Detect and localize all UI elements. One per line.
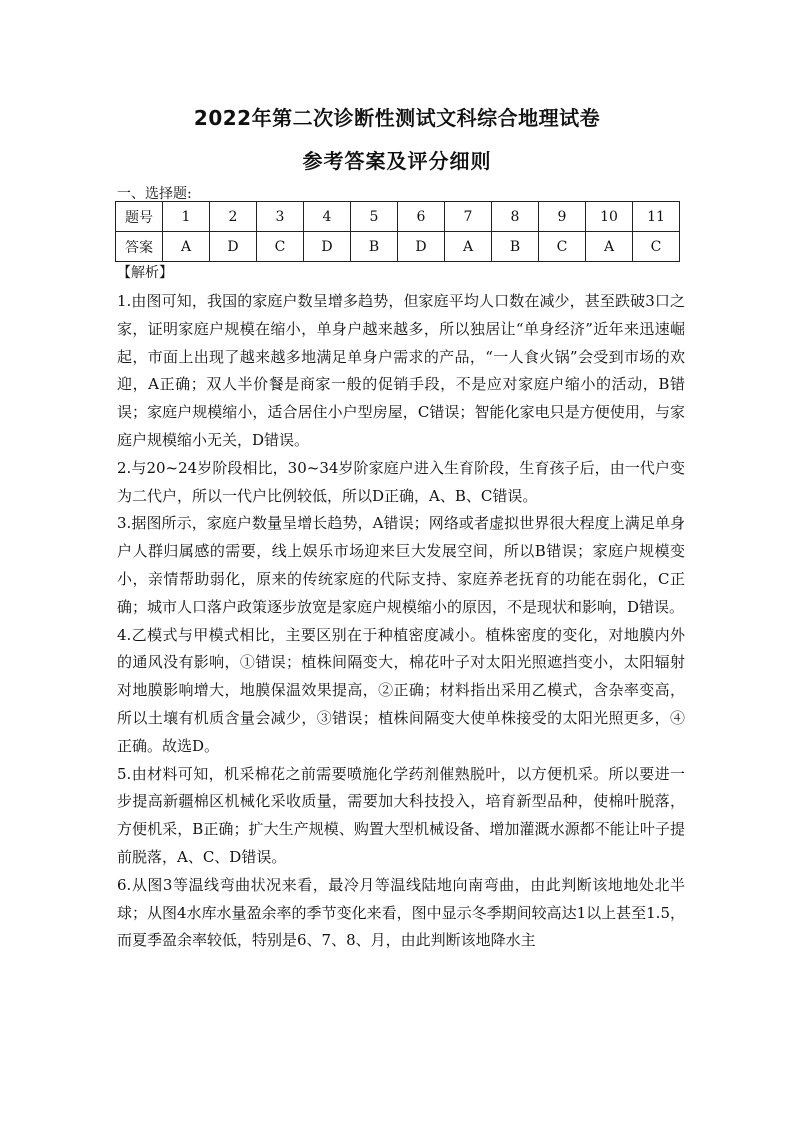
question-number: 8: [492, 202, 539, 232]
answer-cell: A: [163, 232, 210, 262]
analysis-paragraph: 5.由材料可知，机采棉花之前需要喷施化学药剂催熟脱叶，以方便机采。所以要进一步提高新疆棉区机械化采收质量，需要加大科技投入，培育新型品种，使棉叶脱落，方便机采，B正确；扩大生产规模、购置大型机械设备、增加灌溉水源都不能让叶子提前脱落，A、C、D错误。: [117, 764, 685, 866]
table-row-numbers: [116, 202, 680, 232]
question-number: 3: [257, 202, 304, 232]
question-number: 6: [398, 202, 445, 232]
answer-cell: D: [398, 232, 445, 262]
section-heading: 一、选择题:: [117, 186, 192, 202]
analysis-heading: 【解析】: [117, 265, 173, 281]
table-row-answers: [116, 232, 680, 262]
analysis-body: [117, 288, 685, 955]
answer-cell: A: [586, 232, 633, 262]
question-number: 7: [445, 202, 492, 232]
question-number: 5: [351, 202, 398, 232]
analysis-paragraph: 6.从图3等温线弯曲状况来看，最冷月等温线陆地向南弯曲，由此判断该地地处北半球；从图4水库水量盈余率的季节变化来看，图中显示冬季期间较高达1以上甚至1.5，而夏季盈余率较低，特别是6、7、8、月，由此判断该地降水主: [117, 875, 685, 950]
answer-cell: C: [633, 232, 680, 262]
answer-cell: A: [445, 232, 492, 262]
answer-table: [115, 201, 680, 262]
row-label-answer: 答案: [116, 232, 163, 262]
page-title: 2022年第二次诊断性测试文科综合地理试卷: [193, 106, 601, 130]
answer-cell: C: [257, 232, 304, 262]
analysis-paragraph: 3.据图所示，家庭户数量呈增长趋势，A错误；网络或者虚拟世界很大程度上满足单身户人群归属感的需要，线上娱乐市场迎来巨大发展空间，所以B错误；家庭户规模变小，亲情帮助弱化，原来的传统家庭的代际支持、家庭养老抚育的功能在弱化，C正确；城市人口落户政策逐步放宽是家庭户规模缩小的原因，不是现状和影响，D错误。: [117, 514, 685, 616]
question-number: 2: [210, 202, 257, 232]
question-number: 10: [586, 202, 633, 232]
answer-cell: D: [304, 232, 351, 262]
question-number: 4: [304, 202, 351, 232]
answer-cell: D: [210, 232, 257, 262]
page-subtitle: 参考答案及评分细则: [302, 149, 492, 173]
analysis-paragraph: 4.乙模式与甲模式相比，主要区别在于种植密度减小。植株密度的变化，对地膜内外的通风没有影响，①错误；植株间隔变大，棉花叶子对太阳光照遮挡变小，太阳辐射对地膜影响增大，地膜保温效果提高，②正确；材料指出采用乙模式，含杂率变高，所以土壤有机质含量会减少，③错误；植株间隔变大使单株接受的太阳光照更多，④正确。故选D。: [117, 625, 685, 755]
row-label-number: 题号: [116, 202, 163, 232]
answer-cell: B: [351, 232, 398, 262]
answer-cell: C: [539, 232, 586, 262]
analysis-paragraph: 1.由图可知，我国的家庭户数呈增多趋势，但家庭平均人口数在减少，甚至跌破3口之家，证明家庭户规模在缩小，单身户越来越多，所以独居让“单身经济”近年来迅速崛起，市面上出现了越来越多地满足单身户需求的产品，“一人食火锅”会受到市场的欢迎，A正确；双人半价餐是商家一般的促销手段，不是应对家庭户缩小的活动，B错误；家庭户规模缩小，适合居住小户型房屋，C错误；智能化家电只是方便使用，与家庭户规模缩小无关，D错误。: [117, 292, 685, 449]
answer-cell: B: [492, 232, 539, 262]
question-number: 11: [633, 202, 680, 232]
question-number: 9: [539, 202, 586, 232]
analysis-paragraph: 2.与20~24岁阶段相比，30~34岁阶家庭户进入生育阶段，生育孩子后，由一代户变为二代户，所以一代户比例较低，所以D正确，A、B、C错误。: [117, 458, 685, 505]
question-number: 1: [163, 202, 210, 232]
